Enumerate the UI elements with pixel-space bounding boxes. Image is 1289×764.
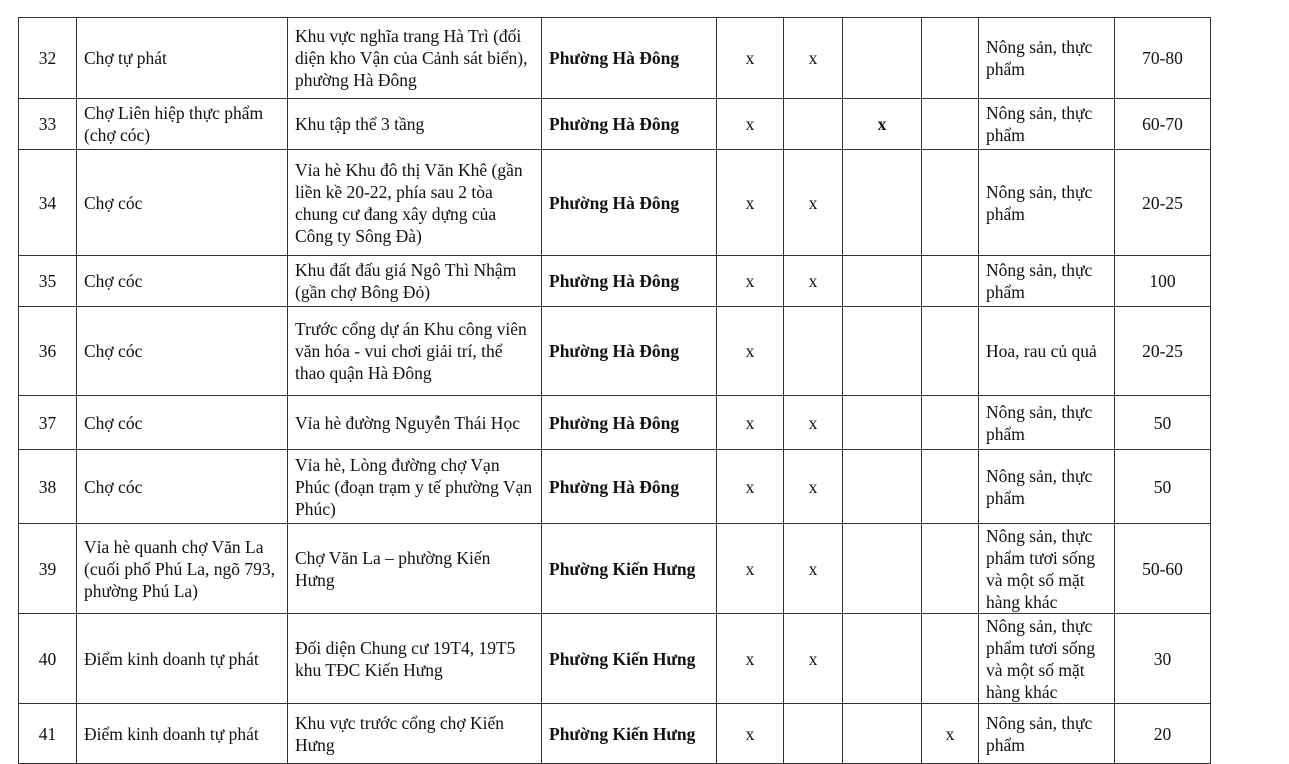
vendor-count: 50-60: [1115, 524, 1211, 614]
goods-type: Nông sản, thực phẩm: [979, 18, 1115, 99]
market-location: Vỉa hè Khu đô thị Văn Khê (gần liền kề 20-22, phía sau 2 tòa chung cư đang xây dựng của Công ty Sông Đà): [288, 150, 542, 256]
mark-col-3: [843, 18, 922, 99]
mark-col-4: [922, 524, 979, 614]
vendor-count: 20-25: [1115, 150, 1211, 256]
mark-col-4: [922, 256, 979, 307]
ward-name: Phường Hà Đông: [542, 307, 717, 396]
ward-name: Phường Hà Đông: [542, 450, 717, 524]
mark-col-4: [922, 307, 979, 396]
goods-type: Nông sản, thực phẩm: [979, 256, 1115, 307]
ward-name: Phường Kiến Hưng: [542, 614, 717, 704]
ward-name: Phường Hà Đông: [542, 396, 717, 450]
market-name: Chợ Liên hiệp thực phẩm (chợ cóc): [77, 99, 288, 150]
ward-name: Phường Kiến Hưng: [542, 704, 717, 764]
vendor-count: 30: [1115, 614, 1211, 704]
table-row: [19, 614, 1211, 704]
vendor-count: 50: [1115, 450, 1211, 524]
vendor-count: 60-70: [1115, 99, 1211, 150]
market-location: Khu đất đấu giá Ngô Thì Nhậm (gần chợ Bông Đỏ): [288, 256, 542, 307]
market-location: Vỉa hè, Lòng đường chợ Vạn Phúc (đoạn trạm y tế phường Vạn Phúc): [288, 450, 542, 524]
market-location: Khu vực trước cổng chợ Kiến Hưng: [288, 704, 542, 764]
row-number: 36: [19, 307, 77, 396]
goods-type: Nông sản, thực phẩm: [979, 150, 1115, 256]
row-number: 40: [19, 614, 77, 704]
row-number: 34: [19, 150, 77, 256]
market-location: Khu tập thể 3 tầng: [288, 99, 542, 150]
mark-col-2: x: [784, 614, 843, 704]
market-location: Chợ Văn La – phường Kiến Hưng: [288, 524, 542, 614]
vendor-count: 20-25: [1115, 307, 1211, 396]
row-number: 35: [19, 256, 77, 307]
goods-type: Nông sản, thực phẩm: [979, 450, 1115, 524]
market-location: Vỉa hè đường Nguyễn Thái Học: [288, 396, 542, 450]
ward-name: Phường Hà Đông: [542, 256, 717, 307]
goods-type: Nông sản, thực phẩm: [979, 99, 1115, 150]
market-name: Chợ cóc: [77, 256, 288, 307]
row-number: 38: [19, 450, 77, 524]
market-name: Vỉa hè quanh chợ Văn La (cuối phố Phú La, ngõ 793, phường Phú La): [77, 524, 288, 614]
mark-col-4: [922, 614, 979, 704]
row-number: 32: [19, 18, 77, 99]
mark-col-1: x: [717, 614, 784, 704]
market-name: Chợ cóc: [77, 150, 288, 256]
table-row: [19, 18, 1211, 99]
mark-col-1: x: [717, 307, 784, 396]
mark-col-1: x: [717, 450, 784, 524]
mark-col-3: x: [843, 99, 922, 150]
mark-col-2: x: [784, 256, 843, 307]
table-row: [19, 704, 1211, 764]
row-number: 41: [19, 704, 77, 764]
mark-col-4: [922, 18, 979, 99]
mark-col-1: x: [717, 150, 784, 256]
mark-col-2: x: [784, 450, 843, 524]
vendor-count: 70-80: [1115, 18, 1211, 99]
ward-name: Phường Hà Đông: [542, 99, 717, 150]
market-location: Khu vực nghĩa trang Hà Trì (đối diện kho Vận của Cảnh sát biển), phường Hà Đông: [288, 18, 542, 99]
mark-col-4: x: [922, 704, 979, 764]
mark-col-3: [843, 524, 922, 614]
mark-col-1: x: [717, 704, 784, 764]
mark-col-4: [922, 396, 979, 450]
goods-type: Nông sản, thực phẩm: [979, 704, 1115, 764]
goods-type: Nông sản, thực phẩm: [979, 396, 1115, 450]
mark-col-3: [843, 150, 922, 256]
goods-type: Nông sản, thực phẩm tươi sống và một số mặt hàng khác: [979, 614, 1115, 704]
mark-col-4: [922, 150, 979, 256]
ward-name: Phường Hà Đông: [542, 18, 717, 99]
table-row: [19, 396, 1211, 450]
market-name: Chợ tự phát: [77, 18, 288, 99]
mark-col-2: [784, 307, 843, 396]
vendor-count: 100: [1115, 256, 1211, 307]
market-name: Chợ cóc: [77, 396, 288, 450]
ward-name: Phường Hà Đông: [542, 150, 717, 256]
market-name: Điểm kinh doanh tự phát: [77, 614, 288, 704]
mark-col-1: x: [717, 524, 784, 614]
mark-col-2: x: [784, 524, 843, 614]
row-number: 37: [19, 396, 77, 450]
vendor-count: 50: [1115, 396, 1211, 450]
table-row: [19, 307, 1211, 396]
table-row: [19, 150, 1211, 256]
mark-col-1: x: [717, 18, 784, 99]
mark-col-1: x: [717, 396, 784, 450]
table-row: [19, 99, 1211, 150]
row-number: 33: [19, 99, 77, 150]
goods-type: Nông sản, thực phẩm tươi sống và một số mặt hàng khác: [979, 524, 1115, 614]
mark-col-3: [843, 307, 922, 396]
mark-col-1: x: [717, 256, 784, 307]
mark-col-4: [922, 99, 979, 150]
market-name: Chợ cóc: [77, 450, 288, 524]
mark-col-2: x: [784, 18, 843, 99]
goods-type: Hoa, rau củ quả: [979, 307, 1115, 396]
vendor-count: 20: [1115, 704, 1211, 764]
market-location: Đối diện Chung cư 19T4, 19T5 khu TĐC Kiến Hưng: [288, 614, 542, 704]
table-row: [19, 256, 1211, 307]
mark-col-3: [843, 450, 922, 524]
mark-col-3: [843, 704, 922, 764]
mark-col-2: [784, 704, 843, 764]
mark-col-2: x: [784, 150, 843, 256]
ward-name: Phường Kiến Hưng: [542, 524, 717, 614]
market-table: [18, 17, 1211, 764]
mark-col-3: [843, 614, 922, 704]
table-body: [19, 18, 1211, 764]
mark-col-2: x: [784, 396, 843, 450]
table-row: [19, 524, 1211, 614]
mark-col-2: [784, 99, 843, 150]
market-name: Điểm kinh doanh tự phát: [77, 704, 288, 764]
market-name: Chợ cóc: [77, 307, 288, 396]
mark-col-4: [922, 450, 979, 524]
market-location: Trước cổng dự án Khu công viên văn hóa - vui chơi giải trí, thể thao quận Hà Đông: [288, 307, 542, 396]
table-row: [19, 450, 1211, 524]
row-number: 39: [19, 524, 77, 614]
mark-col-3: [843, 256, 922, 307]
mark-col-1: x: [717, 99, 784, 150]
mark-col-3: [843, 396, 922, 450]
